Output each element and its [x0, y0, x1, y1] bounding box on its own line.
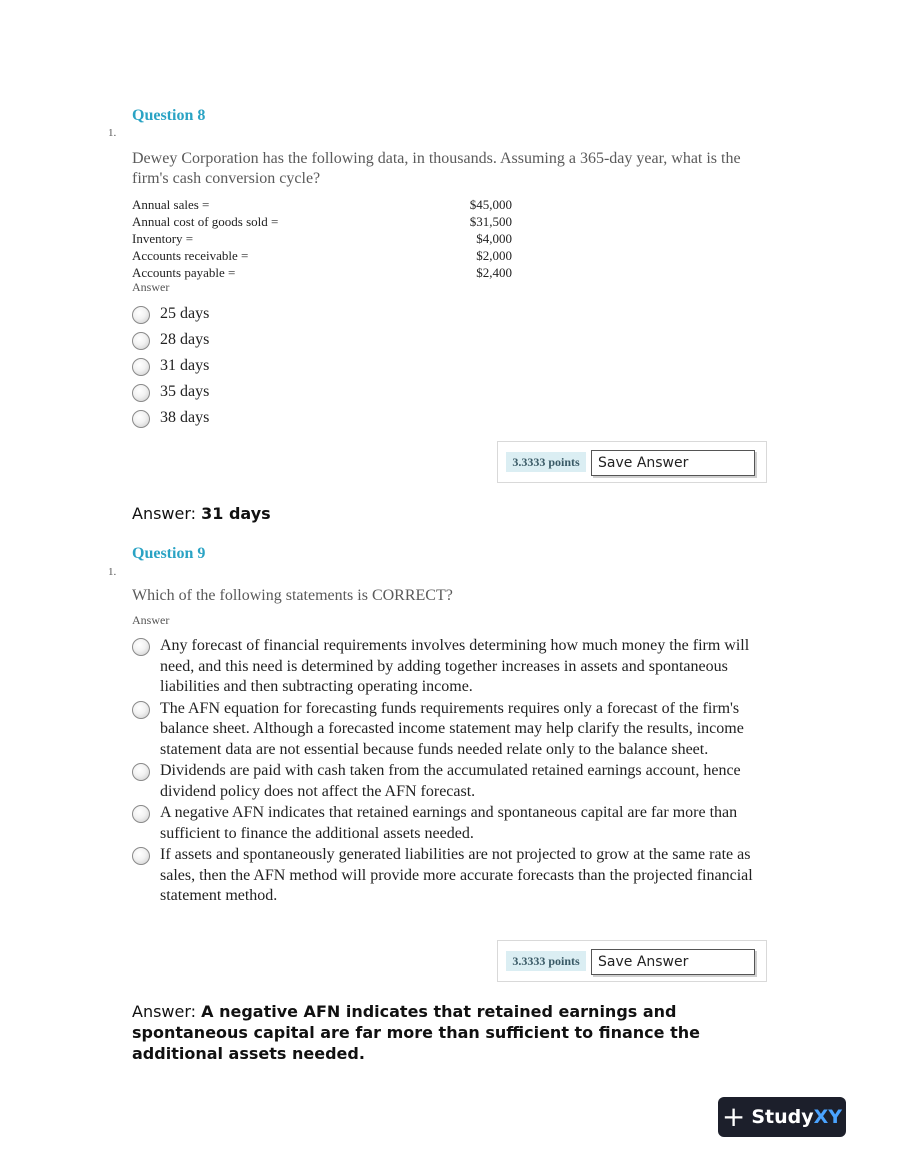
question-9-answer-label: Answer	[132, 613, 170, 627]
option-label: 25 days	[160, 305, 210, 322]
radio-button[interactable]	[132, 847, 150, 865]
data-value: $2,000	[476, 248, 512, 263]
option-label: 38 days	[160, 409, 210, 426]
answer-prefix: Answer:	[132, 1002, 202, 1021]
option-label: Any forecast of financial requirements involves determining how much money the firm will need, and this need is determined by adding together increases in assets and spontaneous liabilities and then subtracting operating income.	[160, 637, 750, 695]
option[interactable]	[132, 699, 772, 761]
data-row	[132, 247, 512, 264]
option-label: Dividends are paid with cash taken from the accumulated retained earnings account, hence dividend policy does not affect the AFN forecast.	[160, 762, 741, 800]
option[interactable]	[132, 761, 772, 802]
save-answer-button[interactable]: Save Answer	[591, 450, 755, 476]
radio-button[interactable]	[132, 763, 150, 781]
data-row	[132, 230, 512, 247]
option-label: A negative AFN indicates that retained earnings and spontaneous capital are far more than sufficient to finance the additional assets needed.	[160, 804, 738, 842]
data-row	[132, 213, 512, 230]
option[interactable]	[132, 845, 772, 907]
data-row	[132, 196, 512, 213]
data-label: Inventory =	[132, 231, 194, 246]
answer-value: 31 days	[201, 504, 271, 523]
question-9-text: Which of the following statements is CORRECT?	[132, 587, 453, 604]
question-8-answer-label: Answer	[132, 280, 170, 294]
option[interactable]	[132, 330, 772, 356]
option-label: 35 days	[160, 383, 210, 400]
option-label: The AFN equation for forecasting funds requirements requires only a forecast of the firm's balance sheet. Although a forecasted income statement may help clarify the results, income statement data are not essential because funds needed relate only to the balance sheet.	[160, 699, 744, 758]
radio-button[interactable]	[132, 638, 150, 656]
data-label: Annual cost of goods sold =	[132, 214, 279, 229]
data-value: $45,000	[469, 197, 512, 212]
option[interactable]	[132, 636, 772, 698]
data-row	[132, 264, 512, 281]
question-9-options	[132, 636, 772, 907]
option-label: If assets and spontaneously generated liabilities are not projected to grow at the same rate as sales, then the AFN method will provide more accurate forecasts than the projected financial statement method.	[160, 846, 753, 904]
question-9-final-answer	[132, 1001, 772, 1064]
option-label: 28 days	[160, 331, 210, 348]
answer-value: A negative AFN indicates that retained earnings and spontaneous capital are far more than sufficient to finance the additional assets needed.	[132, 1002, 700, 1063]
answer-prefix: Answer:	[132, 504, 202, 523]
question-8-final-answer	[132, 503, 772, 524]
radio-button[interactable]	[132, 306, 150, 324]
data-label: Annual sales =	[132, 197, 210, 212]
option[interactable]	[132, 408, 772, 434]
question-8-text: Dewey Corporation has the following data, in thousands. Assuming a 365-day year, what is the firm's cash conversion cycle?	[132, 150, 741, 187]
question-8-save-panel	[497, 441, 767, 483]
studyxy-logo	[718, 1097, 846, 1137]
logo-text-xy: XY	[813, 1106, 843, 1128]
option[interactable]	[132, 304, 772, 330]
question-8-title: Question 8	[132, 107, 206, 124]
option-label: 31 days	[160, 357, 210, 374]
radio-button[interactable]	[132, 410, 150, 428]
radio-button[interactable]	[132, 701, 150, 719]
data-label: Accounts receivable =	[132, 248, 249, 263]
question-8-number: 1.	[108, 127, 117, 139]
option[interactable]	[132, 803, 772, 844]
option[interactable]	[132, 356, 772, 382]
logo-text-study: Study	[751, 1106, 814, 1128]
question-9-title: Question 9	[132, 545, 206, 562]
question-9-save-panel	[497, 940, 767, 982]
question-9-number: 1.	[108, 566, 117, 578]
question-8-data-table	[132, 196, 512, 281]
data-value: $31,500	[469, 214, 512, 229]
radio-button[interactable]	[132, 805, 150, 823]
points-badge: 3.3333 points	[506, 452, 586, 472]
radio-button[interactable]	[132, 384, 150, 402]
radio-button[interactable]	[132, 358, 150, 376]
data-value: $2,400	[476, 265, 512, 280]
plus-icon: +	[721, 1100, 746, 1133]
data-value: $4,000	[476, 231, 512, 246]
radio-button[interactable]	[132, 332, 150, 350]
option[interactable]	[132, 382, 772, 408]
points-badge: 3.3333 points	[506, 951, 586, 971]
data-label: Accounts payable =	[132, 265, 236, 280]
save-answer-button[interactable]: Save Answer	[591, 949, 755, 975]
question-8-options	[132, 304, 772, 434]
